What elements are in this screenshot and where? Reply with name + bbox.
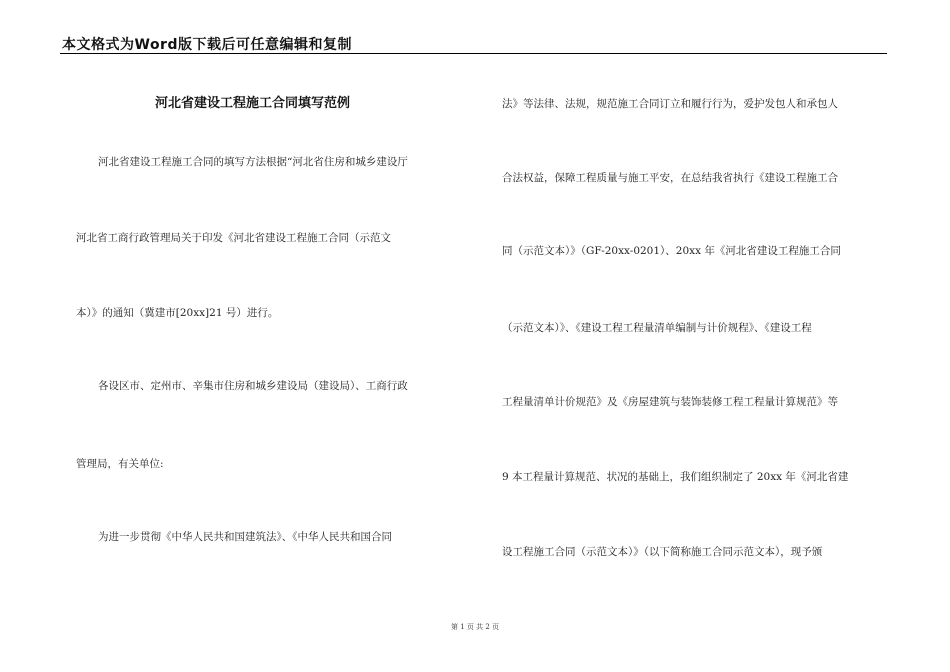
right-line: （示范文本）》、《建设工程工程量清单编制与计价规程》、《建设工程: [502, 322, 812, 334]
right-line: 合法权益，保障工程质量与施工平安，在总结我省执行《建设工程施工合: [502, 172, 838, 184]
right-line: 同（示范文本）》（GF-20xx-0201）、20xx 年《河北省建设工程施工合同: [502, 245, 841, 257]
left-line: 河北省建设工程施工合同的填写方法根据“河北省住房和城乡建设厅: [98, 156, 408, 168]
document-title: 河北省建设工程施工合同填写范例: [155, 96, 351, 111]
left-line: 河北省工商行政管理局关于印发《河北省建设工程施工合同（示范文: [76, 232, 391, 244]
page-indicator: 第 1 页 共 2 页: [450, 623, 500, 631]
right-line: 9 本工程量计算规范、状况的基础上，我们组织制定了 20xx 年《河北省建: [502, 471, 849, 483]
right-line: 设工程施工合同（示范文本）》（以下简称施工合同示范文本），现予颁: [502, 546, 823, 558]
left-line: 本）》的通知（冀建市[20xx]21 号）进行。: [76, 307, 279, 319]
left-line: 为进一步贯彻《中华人民共和国建筑法》、《中华人民共和国合同: [98, 531, 392, 543]
left-line: 管理局，有关单位:: [76, 458, 164, 470]
header-banner: 本文格式为Word版下载后可任意编辑和复制: [62, 37, 352, 53]
right-line: 法》等法律、法规，规范施工合同订立和履行行为，爱护发包人和承包人: [502, 98, 838, 110]
left-line: 各设区市、定州市、辛集市住房和城乡建设局（建设局）、工商行政: [98, 380, 408, 392]
header-divider: [60, 53, 887, 54]
right-line: 工程量清单计价规范》及《房屋建筑与装饰装修工程工程量计算规范》等: [502, 396, 838, 408]
